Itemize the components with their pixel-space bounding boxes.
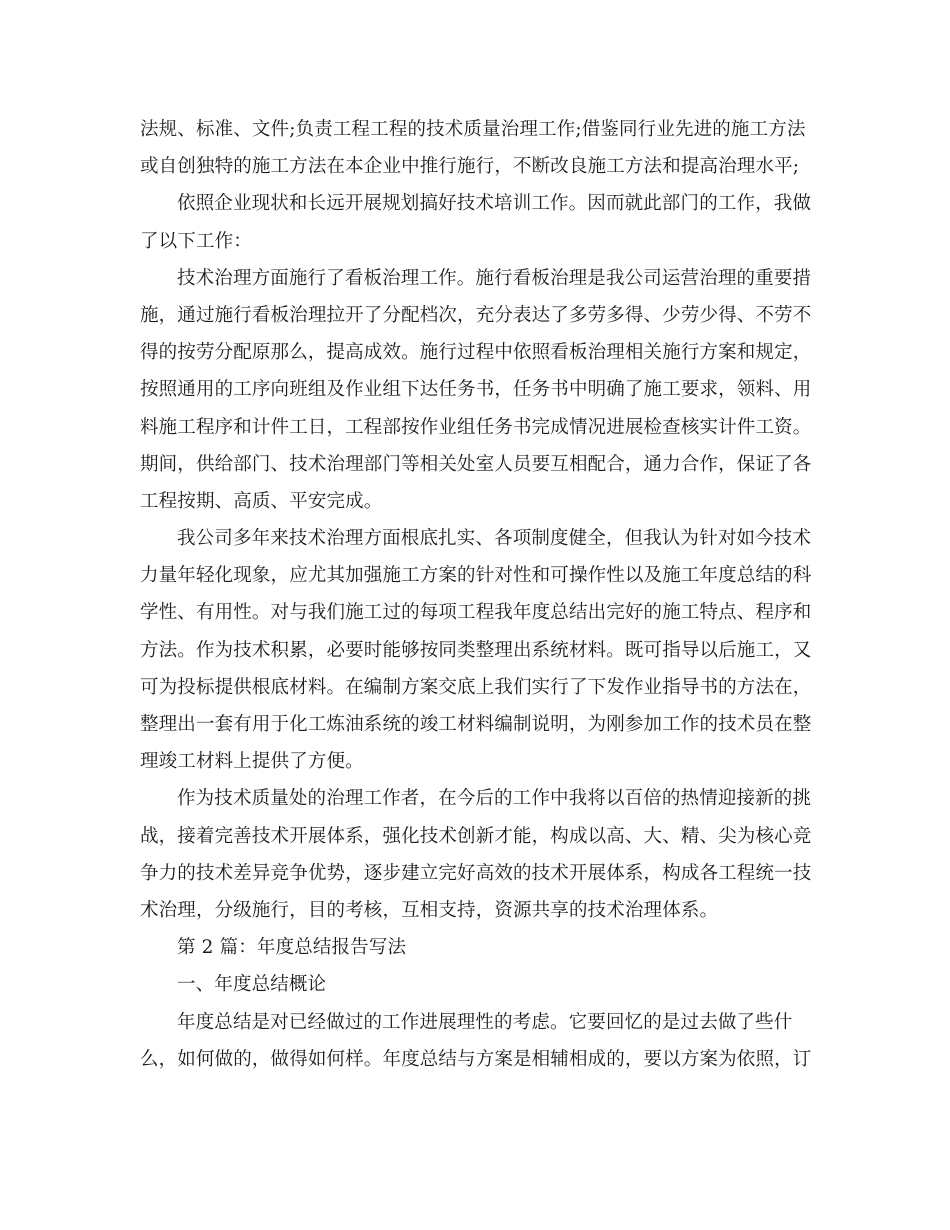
subsection-heading: 一、年度总结概论 [177, 974, 327, 996]
text-line: 或自创独特的施工方法在本企业中推行施行，不断改良施工方法和提高治理水平; [140, 156, 800, 178]
text-line: 么，如何做的，做得如何样。年度总结与方案是相辅相成的，要以方案为依照，订 [140, 1048, 812, 1070]
text-line: 方法。作为技术积累，必要时能够按同类整理出系统材料。既可指导以后施工，又 [140, 639, 812, 661]
text-line: 得的按劳分配原那么，提高成效。施行过程中依照看板治理相关施行方案和规定， [140, 342, 812, 364]
document-body [140, 111, 812, 1078]
paragraph-start-line: 作为技术质量处的治理工作者，在今后的工作中我将以百倍的热情迎接新的挑 [177, 788, 812, 810]
text-line: 期间，供给部门、技术治理部门等相关处室人员要互相配合，通力合作，保证了各 [140, 453, 812, 475]
text-line: 理竣工材料上提供了方便。 [140, 751, 364, 773]
text-line: 法规、标准、文件;负责工程工程的技术质量治理工作;借鉴同行业先进的施工方法 [140, 119, 806, 140]
section-heading: 第 2 篇：年度总结报告写法 [177, 937, 407, 959]
paragraph-start-line: 我公司多年来技术治理方面根底扎实、各项制度健全，但我认为针对如今技术 [177, 528, 812, 550]
text-line: 整理出一套有用于化工炼油系统的竣工材料编制说明，为刚参加工作的技术员在整 [140, 714, 812, 735]
text-line: 可为投标提供根底材料。在编制方案交底上我们实行了下发作业指导书的方法在， [140, 676, 812, 698]
text-line: 按照通用的工序向班组及作业组下达任务书，任务书中明确了施工要求，领料、用 [140, 379, 812, 401]
text-line: 学性、有用性。对与我们施工过的每项工程我年度总结出完好的施工特点、程序和 [140, 602, 812, 624]
text-line: 战，接着完善技术开展体系，强化技术创新才能，构成以高、大、精、尖为核心竞 [140, 825, 812, 847]
text-line: 了以下工作： [140, 230, 252, 252]
paragraph-start-line: 依照企业现状和长远开展规划搞好技术培训工作。因而就此部门的工作，我做 [177, 193, 812, 215]
paragraph-start-line: 年度总结是对已经做过的工作进展理性的考虑。它要回忆的是过去做了些什 [177, 1011, 793, 1033]
text-line: 施，通过施行看板治理拉开了分配档次，充分表达了多劳多得、少劳少得、不劳不 [140, 304, 812, 326]
text-line: 工程按期、高质、平安完成。 [140, 490, 383, 512]
paragraph-start-line: 技术治理方面施行了看板治理工作。施行看板治理是我公司运营治理的重要措 [177, 267, 812, 289]
text-line: 力量年轻化现象，应尤其加强施工方案的针对性和可操作性以及施工年度总结的科 [140, 565, 812, 587]
text-line: 术治理，分级施行，目的考核，互相支持，资源共享的技术治理体系。 [140, 899, 719, 921]
text-line: 争力的技术差异竞争优势，逐步建立完好高效的技术开展体系，构成各工程统一技 [140, 862, 812, 884]
text-line: 料施工程序和计件工日，工程部按作业组任务书完成情况进展检查核实计件工资。 [140, 416, 812, 438]
